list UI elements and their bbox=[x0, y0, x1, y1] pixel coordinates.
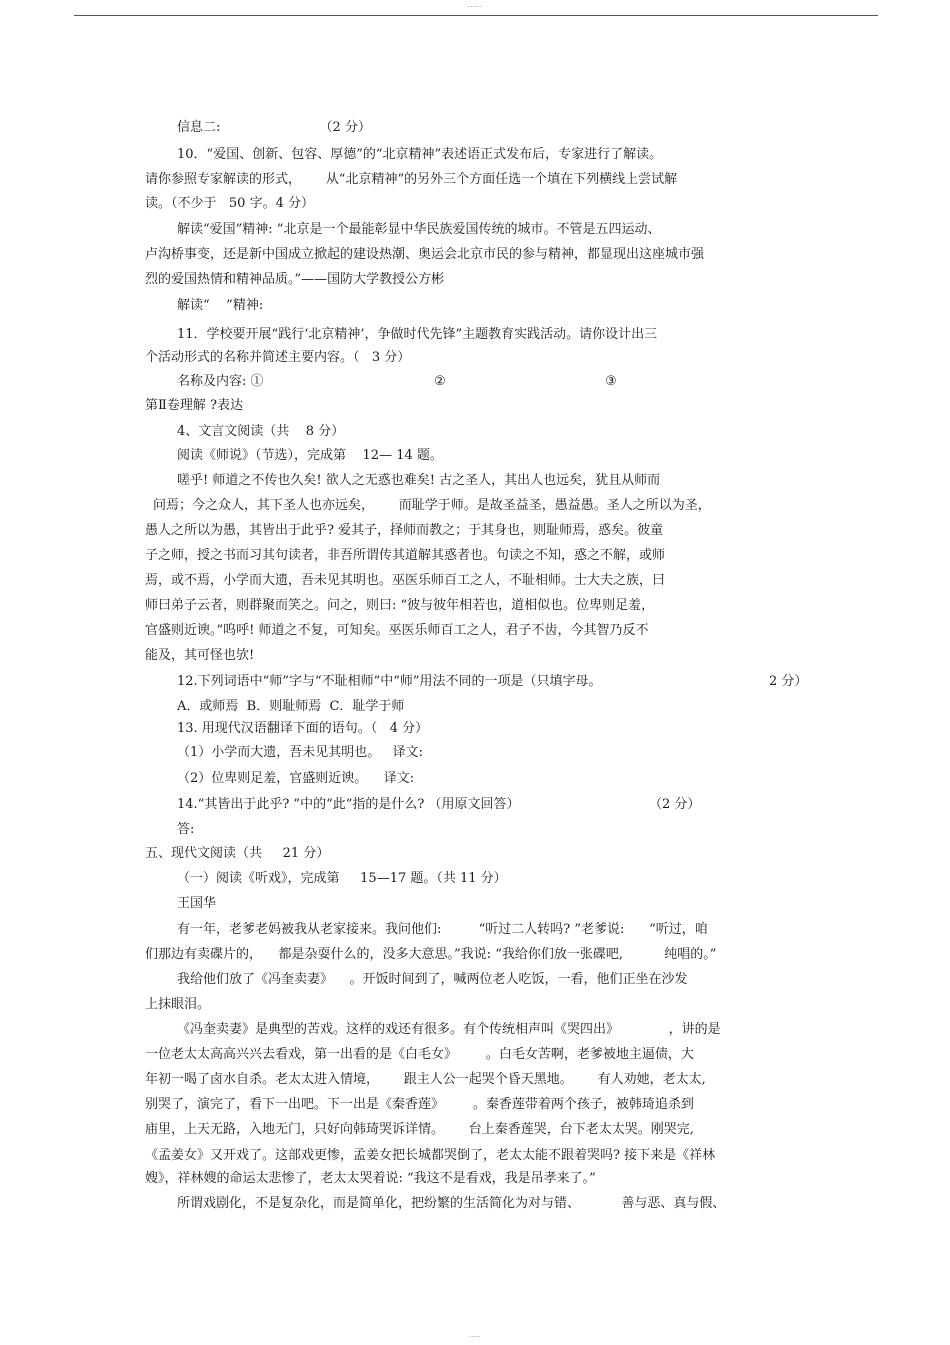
text-line: ② bbox=[434, 374, 446, 389]
text-line: 信息二: （2 分） bbox=[177, 120, 371, 135]
text-line: 《冯奎卖妻》是典型的苦戏。这样的戏还有很多。有个传统相声叫《哭四出》 ，讲的是 bbox=[177, 1022, 721, 1037]
text-line: 我给他们放了《冯奎卖妻》 。开饭时间到了，喊两位老人吃饭，一看，他们正坐在沙发 bbox=[177, 972, 688, 987]
text-line: 阅读《师说》（节选），完成第 12— 14 题。 bbox=[177, 448, 443, 463]
text-line: 王国华 bbox=[177, 896, 217, 911]
text-line: 13. 用现代汉语翻译下面的语句。（ 4 分） bbox=[177, 721, 429, 736]
text-line: 官盛则近谀。”呜呼! 师道之不复，可知矣。巫医乐师百工之人，君子不齿，今其智乃反不 bbox=[145, 623, 649, 638]
text-line: 有一年，老爹老妈被我从老家接来。我问他们: “听过二人转吗? ”老爹说: “听过，咱 bbox=[177, 922, 708, 937]
text-line: 嗟乎! 师道之不传也久矣! 欲人之无惑也难矣! 古之圣人，其出人也远矣，犹且从师而 bbox=[177, 473, 661, 488]
text-line: 2 分） bbox=[769, 674, 808, 689]
text-line: 10．“爱国、创新、包容、厚德”的“北京精神”表述语正式发布后，专家进行了解读。 bbox=[177, 147, 663, 162]
text-line: 能及，其可怪也欤! bbox=[145, 648, 255, 663]
text-line: 子之师，授之书而习其句读者，非吾所谓传其道解其惑者也。句读之不知，惑之不解，或师 bbox=[145, 548, 666, 563]
page-footer-mark: ---- bbox=[468, 1333, 482, 1340]
text-line: 上抹眼泪。 bbox=[145, 997, 211, 1012]
text-line: 读。（不少于 50 字。4 分） bbox=[145, 196, 314, 211]
text-line: 别哭了，演完了，看下一出吧。下一出是《秦香莲》 。秦香莲带着两个孩子，被韩琦追杀到 bbox=[145, 1097, 694, 1112]
text-line: 愚人之所以为愚，其皆出于此乎? 爱其子，择师而教之；于其身也，则耻师焉，惑矣。彼童 bbox=[145, 523, 664, 538]
text-line: 五、现代文阅读（共 21 分） bbox=[145, 846, 330, 861]
text-line: 嫂》，祥林嫂的命运太悲惨了，老太太哭着说: “我这不是看戏，我是吊孝来了。” bbox=[145, 1171, 596, 1186]
text-line: （一）阅读《听戏》，完成第 15—17 题。（共 11 分） bbox=[177, 871, 507, 886]
text-line: 解读“爱国”精神: “北京是一个最能彰显中华民族爱国传统的城市。不管是五四运动、 bbox=[177, 222, 661, 237]
text-line: 一位老太太高高兴兴去看戏，第一出看的是《白毛女》 。白毛女苦啊，老爹被地主逼债，大 bbox=[145, 1047, 694, 1062]
text-line: 第Ⅱ卷理解 ?表达 bbox=[145, 398, 243, 413]
text-line: 师曰弟子云者，则群聚而笑之。问之，则曰: “彼与彼年相若也，道相似也。位卑则足羞， bbox=[145, 598, 655, 613]
text-line: 12.下列词语中“师”字与“不耻相师”中“师”用法不同的一项是（只填字母。 bbox=[177, 674, 602, 689]
text-line: 问焉；今之众人，其下圣人也亦远矣， 而耻学于师。是故圣益圣，愚益愚。圣人之所以为圣， bbox=[153, 498, 711, 513]
text-line: A．或师焉 B．则耻师焉 C．耻学于师 bbox=[177, 699, 405, 714]
text-line: 年初一喝了卤水自杀。老太太进入情境， 跟主人公一起哭个昏天黑地。 有人劝她，老太太, bbox=[145, 1072, 706, 1087]
text-line: （2）位卑则足羞，官盛则近谀。 译文: bbox=[177, 771, 415, 786]
text-line: 答: bbox=[177, 822, 195, 837]
text-line: 庙里，上天无路，入地无门，只好向韩琦哭诉详情。 台上秦香莲哭，台下老太太哭。刚哭完, bbox=[145, 1122, 694, 1137]
text-line: 11．学校要开展“践行‘北京精神’，争做时代先锋”主题教育实践活动。请你设计出三 bbox=[177, 327, 658, 342]
text-line: 焉，或不焉，小学而大遗，吾未见其明也。巫医乐师百工之人，不耻相师。士大夫之族，曰 bbox=[145, 573, 666, 588]
text-line: 14.“其皆出于此乎? ”中的“此”指的是什么? （用原文回答） bbox=[177, 797, 520, 812]
header-rule bbox=[74, 15, 878, 16]
text-line: 4、文言文阅读（共 8 分） bbox=[177, 424, 345, 439]
text-line: 个活动形式的名称并简述主要内容。（ 3 分） bbox=[145, 350, 411, 365]
text-line: 们那边有卖碟片的， 都是杂耍什么的，没多大意思。”我说: “我给你们放一张碟吧, 纯唱的。” bbox=[145, 947, 717, 962]
text-line: 请你参照专家解读的形式， 从“北京精神”的另外三个方面任选一个填在下列横线上尝试解 bbox=[145, 172, 678, 187]
text-line: 名称及内容: ① bbox=[177, 374, 264, 389]
text-line: 解读“ ”精神: bbox=[177, 298, 264, 313]
text-line: （2 分） bbox=[649, 797, 701, 812]
text-line: 卢沟桥事变，还是新中国成立掀起的建设热潮、奥运会北京市民的参与精神，都显现出这座城市强 bbox=[145, 247, 705, 262]
text-line: 《孟姜女》又开戏了。这部戏更惨，孟姜女把长城都哭倒了，老太太能不跟着哭吗? 接下来是《祥林 bbox=[145, 1148, 716, 1163]
text-line: （1）小学而大遗，吾未见其明也。 译文: bbox=[177, 745, 424, 760]
text-line: 烈的爱国热情和精神品质。”——国防大学教授公方彬 bbox=[145, 272, 445, 287]
text-line: ③ bbox=[605, 374, 617, 389]
text-line: 所谓戏剧化，不是复杂化，而是简单化，把纷繁的生活简化为对与错、 善与恶、真与假、 bbox=[177, 1196, 726, 1211]
page-header-mark: ----- bbox=[467, 3, 483, 10]
